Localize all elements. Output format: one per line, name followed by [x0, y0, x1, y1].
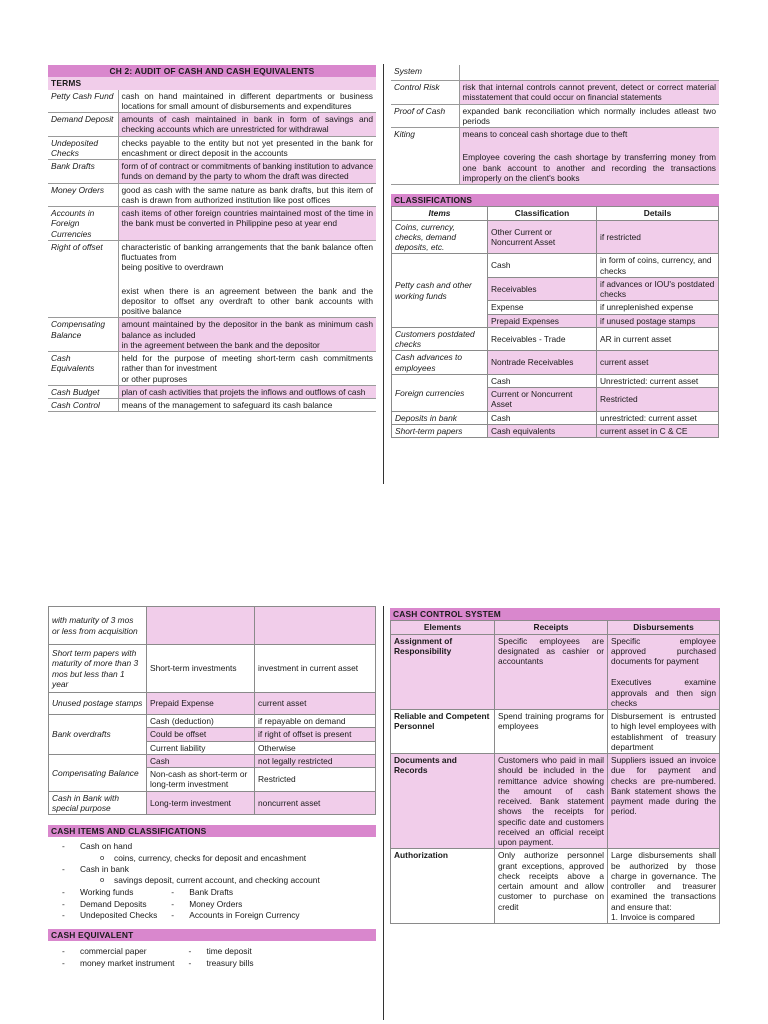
list-item: - Bank Drafts [167, 887, 299, 897]
details-cell: current asset in C & CE [597, 424, 719, 437]
classification-cell: Nontrade Receivables [488, 351, 597, 375]
term-row [48, 113, 376, 137]
term-row [48, 240, 376, 318]
terms-table-continued [391, 65, 719, 185]
disbursements-text: Suppliers issued an invoice due for payment and checks are pre-numbered. Bank statement shows the payment made during the period. [611, 755, 716, 817]
details-cell: noncurrent asset [255, 791, 376, 815]
list-item: - money market instrument [58, 958, 175, 968]
definition-line [463, 139, 717, 152]
definition-line: amount maintained by the depositor in the bank as minimum cash balance as included [121, 319, 373, 340]
table-row [392, 374, 719, 387]
receipts-cell [495, 849, 608, 924]
definition-line: Employee covering the cash shortage by transferring money from one bank account to another and recording the transactions improperly on the client's books [462, 152, 716, 183]
table-row [392, 254, 719, 278]
details-cell: AR in current asset [597, 327, 719, 351]
definition-line: held for the purpose of meeting short-term cash commitments rather than for investment [121, 353, 373, 374]
classification-cell: Other Current or Noncurrent Asset [488, 220, 597, 254]
classifications-table [391, 206, 719, 438]
classification-cell: Short-term investments [147, 645, 255, 693]
definition-line: cash on hand maintained in different departments or business locations for small amount of disbursements and expenditures [121, 90, 373, 111]
table-row [392, 424, 719, 437]
term-row [48, 136, 376, 160]
item-cell: with maturity of 3 mos or less from acquisition [49, 607, 147, 645]
list-item: - Working funds [58, 887, 157, 897]
table-row [392, 327, 719, 351]
term-definition [459, 128, 719, 185]
details-cell: in form of coins, currency, and checks [597, 254, 719, 278]
term-definition [459, 65, 719, 81]
element-cell: Documents and Records [391, 754, 495, 849]
cash-items-two-column-list [48, 886, 376, 921]
details-cell: if repayable on demand [255, 715, 376, 728]
classification-cell: Receivables - Trade [488, 327, 597, 351]
classification-cell: Long-term investment [147, 791, 255, 815]
control-row [391, 754, 720, 849]
term-row [391, 81, 719, 105]
item-cell: Short term papers with maturity of more than 3 mos but less than 1 year [49, 645, 147, 693]
definition-line: cash items of other foreign countries maintained most of the time in the bank must be converted in Philippine peso at year end [121, 208, 373, 229]
disbursements-cell [608, 710, 720, 754]
disbursements-cell [608, 754, 720, 849]
list-item: - time deposit [185, 946, 254, 956]
column-divider-bottom [383, 606, 384, 1020]
item-cell: Bank overdrafts [49, 715, 147, 755]
cash-equivalent-list [48, 945, 376, 969]
details-cell: if unreplenished expense [597, 301, 719, 314]
term-name: Right of offset [48, 240, 118, 318]
term-name: Undeposited Checks [48, 136, 118, 160]
item-cell: Unused postage stamps [49, 693, 147, 715]
term-row [48, 318, 376, 352]
details-cell: if restricted [597, 220, 719, 254]
details-cell: Otherwise [255, 741, 376, 754]
classification-cell: Prepaid Expenses [488, 314, 597, 327]
receipts-text: Spend training programs for employees [498, 711, 604, 732]
terms-section [48, 65, 376, 412]
definition-line: being positive to overdrawn [121, 262, 224, 273]
receipts-text: Customers who paid in mail should be included in the remittance advice showing the amount of cash received. Bank statement shows the receipts for specific date and customers received an official receipt upon payment. [498, 755, 604, 847]
details-cell: if advances or IOU's postdated checks [597, 277, 719, 301]
disbursements-text: Executives examine approvals and then sign checks [611, 677, 716, 708]
term-name: Cash Equivalents [48, 352, 118, 386]
element-cell: Assignment of Responsibility [391, 634, 495, 710]
item-cell: Cash advances to employees [392, 351, 488, 375]
term-row [48, 183, 376, 207]
term-row [48, 399, 376, 412]
term-definition [118, 352, 376, 386]
term-definition [118, 90, 376, 113]
term-definition [459, 104, 719, 128]
receipts-cell [495, 710, 608, 754]
term-name: Petty Cash Fund [48, 90, 118, 113]
term-definition [118, 136, 376, 160]
chapter-title: CH 2: AUDIT OF CASH AND CASH EQUIVALENTS [48, 65, 376, 77]
term-name: Cash Budget [48, 385, 118, 398]
table-row [49, 693, 376, 715]
details-cell: if right of offset is present [255, 728, 376, 741]
disbursements-text: 1. Invoice is compared [611, 911, 695, 922]
definition-line: in the agreement between the bank and the depositor [121, 339, 320, 350]
details-cell: Restricted [255, 768, 376, 792]
term-definition [118, 399, 376, 412]
list-item: - Money Orders [167, 899, 299, 909]
term-name: Control Risk [391, 81, 459, 105]
term-row [48, 352, 376, 386]
terms-table [48, 90, 376, 413]
term-row [48, 385, 376, 398]
item-cell: Compensating Balance [49, 754, 147, 791]
table-row [49, 715, 376, 728]
list-item: - Cash on hand o coins, currency, checks for deposit and encashment [58, 841, 376, 863]
definition-line: characteristic of banking arrangements that the bank balance often fluctuates from [121, 241, 373, 262]
term-definition [118, 183, 376, 207]
term-name: Demand Deposit [48, 113, 118, 137]
classification-cell: Cash [488, 411, 597, 424]
term-definition [118, 318, 376, 352]
list-item: - commercial paper [58, 946, 175, 956]
term-row [391, 65, 719, 81]
item-cell: Deposits in bank [392, 411, 488, 424]
details-cell: current asset [597, 351, 719, 375]
term-name: Accounts in Foreign Currencies [48, 207, 118, 241]
definition-line: good as cash with the same nature as bank drafts, but this item of cash is drawn from authorized institution like post offices [121, 184, 373, 205]
definition-line: amounts of cash maintained in bank in form of savings and checking accounts which are unrestricted for withdrawal [121, 114, 373, 135]
control-row [391, 710, 720, 754]
list-item: - Demand Deposits [58, 899, 157, 909]
item-cell: Foreign currencies [392, 374, 488, 411]
details-cell: if unused postage stamps [597, 314, 719, 327]
details-cell: Unrestricted: current asset [597, 374, 719, 387]
term-definition [118, 240, 376, 318]
disbursements-text [611, 666, 716, 677]
classification-cell: Prepaid Expense [147, 693, 255, 715]
details-cell [255, 607, 376, 645]
term-name: Money Orders [48, 183, 118, 207]
classifications-continued-section [48, 606, 376, 969]
classifications-table-continued [48, 606, 376, 815]
definition-line: means of the management to safeguard its cash balance [121, 400, 333, 410]
list-item: - Cash in bank o savings deposit, current account, and checking account [58, 864, 376, 886]
definition-line: form of of contract or commitments of banking institution to advance funds on demand by the party to whom the draft was directed [121, 161, 373, 182]
control-row [391, 849, 720, 924]
cash-equivalent-header: CASH EQUIVALENT [48, 929, 376, 941]
term-definition [118, 207, 376, 241]
disbursements-text: Specific employee approved purchased documents for payment [611, 635, 716, 666]
definition-line: expanded bank reconciliation which normally includes atleast two periods [462, 105, 716, 126]
item-cell: Customers postdated checks [392, 327, 488, 351]
term-definition [118, 113, 376, 137]
disbursements-text: Large disbursements shall be authorized by those charge in governance. The controller and treasurer examined the transactions and ensure that: [611, 850, 716, 912]
col-classification-header: Classification [488, 207, 597, 220]
cash-control-header: CASH CONTROL SYSTEM [390, 608, 720, 620]
classification-cell: Non-cash as short-term or long-term investment [147, 768, 255, 792]
details-cell: Restricted [597, 388, 719, 412]
definition-line [463, 66, 717, 79]
cash-control-section [390, 608, 720, 924]
term-row [48, 160, 376, 184]
table-row [49, 645, 376, 693]
item-cell: Cash in Bank with special purpose [49, 791, 147, 815]
table-row [49, 754, 376, 767]
item-cell: Petty cash and other working funds [392, 254, 488, 328]
receipts-text: Only authorize personnel grant exceptions, approved check receipts above a certain amount and allow customer to purchase on credit [498, 850, 604, 912]
term-row [391, 104, 719, 128]
classification-cell: Could be offset [147, 728, 255, 741]
definition-line: or other puproses [121, 373, 188, 384]
term-row [48, 90, 376, 113]
col-details-header: Details [597, 207, 719, 220]
table-row [49, 607, 376, 645]
column-divider-top [383, 64, 384, 484]
terms-continued-section [391, 65, 719, 438]
term-definition [459, 81, 719, 105]
list-item: - Undeposited Checks [58, 910, 157, 920]
term-name: Compensating Balance [48, 318, 118, 352]
classification-cell: Cash [488, 254, 597, 278]
definition-line: plan of cash activities that projets the inflows and outflows of cash [121, 386, 366, 397]
details-cell: unrestricted: current asset [597, 411, 719, 424]
classification-cell: Cash [147, 754, 255, 767]
table-row [392, 411, 719, 424]
term-name: Bank Drafts [48, 160, 118, 184]
definition-line: exist when there is an agreement between the bank and the depositor to offset any overdraft to other bank accounts with positive balance [121, 285, 373, 316]
details-cell: current asset [255, 693, 376, 715]
term-name: Proof of Cash [391, 104, 459, 128]
classification-cell: Current liability [147, 741, 255, 754]
details-cell: not legally restricted [255, 754, 376, 767]
list-subitem: o savings deposit, current account, and checking account [100, 875, 376, 885]
definition-line: risk that internal controls cannot prevent, detect or correct material misstatement that could occur on financial statements [462, 82, 716, 103]
element-cell: Authorization [391, 849, 495, 924]
col-items-header: Items [392, 207, 488, 220]
classifications-header: CLASSIFICATIONS [391, 194, 719, 206]
control-row [391, 634, 720, 710]
classification-cell: Cash [488, 374, 597, 387]
term-name: Kiting [391, 128, 459, 185]
col-receipts-header: Receipts [495, 621, 608, 634]
item-cell: Short-term papers [392, 424, 488, 437]
disbursements-cell [608, 849, 720, 924]
list-item: - Accounts in Foreign Currency [167, 910, 299, 920]
col-elements-header: Elements [391, 621, 495, 634]
item-cell: Coins, currency, checks, demand deposits, etc. [392, 220, 488, 254]
definition-line [122, 273, 374, 286]
receipts-cell [495, 754, 608, 849]
cash-control-table [390, 620, 720, 924]
classification-cell: Cash (deduction) [147, 715, 255, 728]
term-definition [118, 385, 376, 398]
list-subitem: o coins, currency, checks for deposit and encashment [100, 853, 376, 863]
term-name: Cash Control [48, 399, 118, 412]
terms-header: TERMS [48, 77, 376, 89]
table-row [392, 351, 719, 375]
classification-cell: Expense [488, 301, 597, 314]
disbursements-text: Disbursement is entrusted to high level employees with establishment of treasury department [611, 711, 716, 752]
details-cell: investment in current asset [255, 645, 376, 693]
term-row [391, 128, 719, 185]
classification-cell [147, 607, 255, 645]
definition-line: means to conceal cash shortage due to theft [462, 129, 628, 139]
term-name: System [391, 65, 459, 81]
col-disbursements-header: Disbursements [608, 621, 720, 634]
cash-items-header: CASH ITEMS AND CLASSIFICATIONS [48, 825, 376, 837]
table-row [49, 791, 376, 815]
classification-cell: Receivables [488, 277, 597, 301]
cash-items-list [48, 841, 376, 885]
term-row [48, 207, 376, 241]
disbursements-cell [608, 634, 720, 710]
classification-cell: Cash equivalents [488, 424, 597, 437]
term-definition [118, 160, 376, 184]
element-cell: Reliable and Competent Personnel [391, 710, 495, 754]
receipts-text: Specific employees are designated as cashier or accountants [498, 635, 604, 666]
receipts-cell [495, 634, 608, 710]
list-item: - treasury bills [185, 958, 254, 968]
definition-line: checks payable to the entity but not yet presented in the bank for encashment or direct deposit in the accounts [121, 137, 373, 158]
table-row [392, 220, 719, 254]
classification-cell: Current or Noncurrent Asset [488, 388, 597, 412]
